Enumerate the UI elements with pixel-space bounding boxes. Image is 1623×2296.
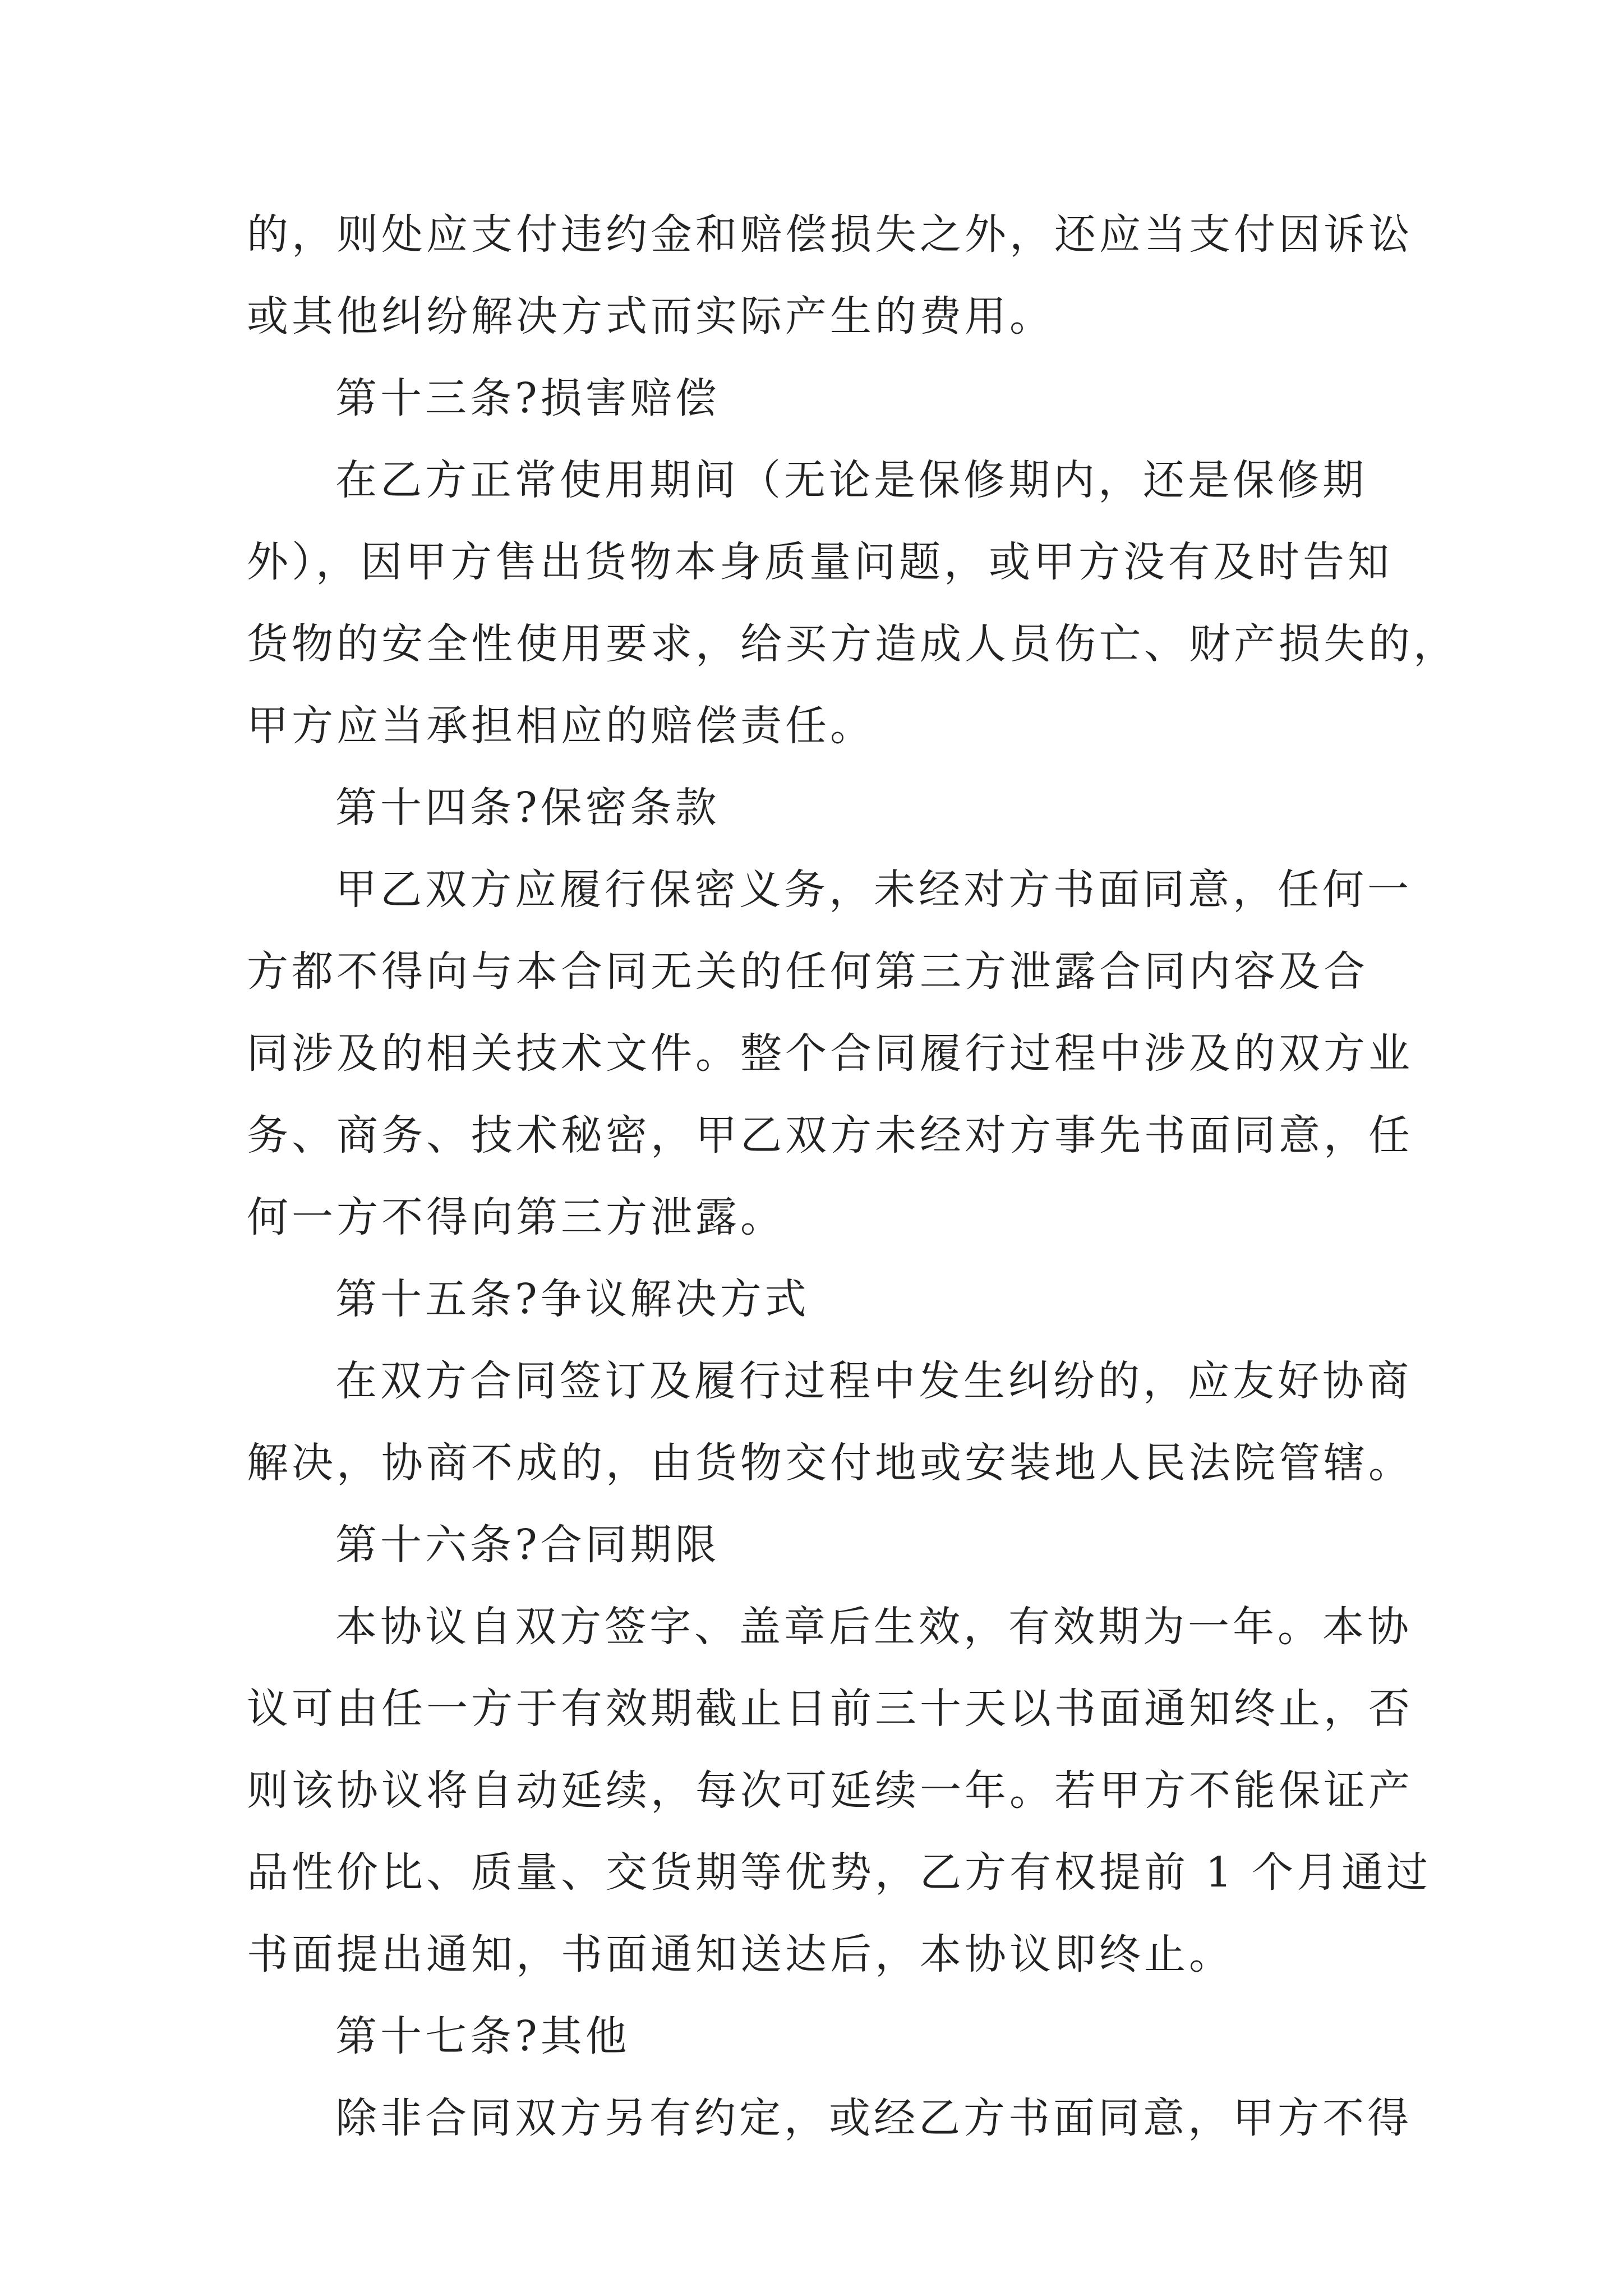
- text-line: 书面提出通知，书面通知送达后，本协议即终止。: [247, 1930, 1234, 1978]
- article-heading: 第十五条?争议解决方式: [335, 1275, 810, 1323]
- text-line: 货物的安全性使用要求，给买方造成人员伤亡、财产损失的，: [247, 620, 1458, 668]
- document-body: [247, 194, 1458, 2159]
- text-line: 解决，协商不成的，由货物交付地或安装地人民法院管辖。: [247, 1439, 1413, 1487]
- text-line: 甲乙双方应履行保密义务，未经对方书面同意，任何一: [335, 866, 1412, 914]
- text-line: 本协议自双方签字、盖章后生效，有效期为一年。本协: [335, 1603, 1412, 1651]
- text-line: 除非合同双方另有约定，或经乙方书面同意，甲方不得: [335, 2094, 1412, 2142]
- article-heading: 第十三条?损害赔偿: [335, 374, 720, 422]
- text-line: 议可由任一方于有效期截止日前三十天以书面通知终止，否: [247, 1685, 1413, 1733]
- text-line: 在乙方正常使用期间（无论是保修期内，还是保修期: [335, 456, 1367, 504]
- text-line: 在双方合同签订及履行过程中发生纠纷的，应友好协商: [335, 1357, 1412, 1405]
- text-line: 品性价比、质量、交货期等优势，乙方有权提前 1 个月通过: [247, 1848, 1432, 1897]
- text-line: 外），因甲方售出货物本身质量问题，或甲方没有及时告知: [247, 538, 1393, 586]
- article-heading: 第十六条?合同期限: [335, 1521, 720, 1569]
- text-line: 方都不得向与本合同无关的任何第三方泄露合同内容及合: [247, 947, 1368, 996]
- text-line: 则该协议将自动延续，每次可延续一年。若甲方不能保证产: [247, 1766, 1413, 1815]
- article-heading: 第十四条?保密条款: [335, 784, 720, 832]
- text-line: 或其他纠纷解决方式而实际产生的费用。: [247, 292, 1054, 341]
- text-line: 的，则处应支付违约金和赔偿损失之外，还应当支付因诉讼: [247, 210, 1413, 259]
- article-heading: 第十七条?其他: [335, 2012, 630, 2060]
- text-line: 何一方不得向第三方泄露。: [247, 1193, 785, 1241]
- text-line: 同涉及的相关技术文件。整个合同履行过程中涉及的双方业: [247, 1029, 1413, 1078]
- text-line: 务、商务、技术秘密，甲乙双方未经对方事先书面同意，任: [247, 1111, 1413, 1159]
- text-line: 甲方应当承担相应的赔偿责任。: [247, 702, 875, 750]
